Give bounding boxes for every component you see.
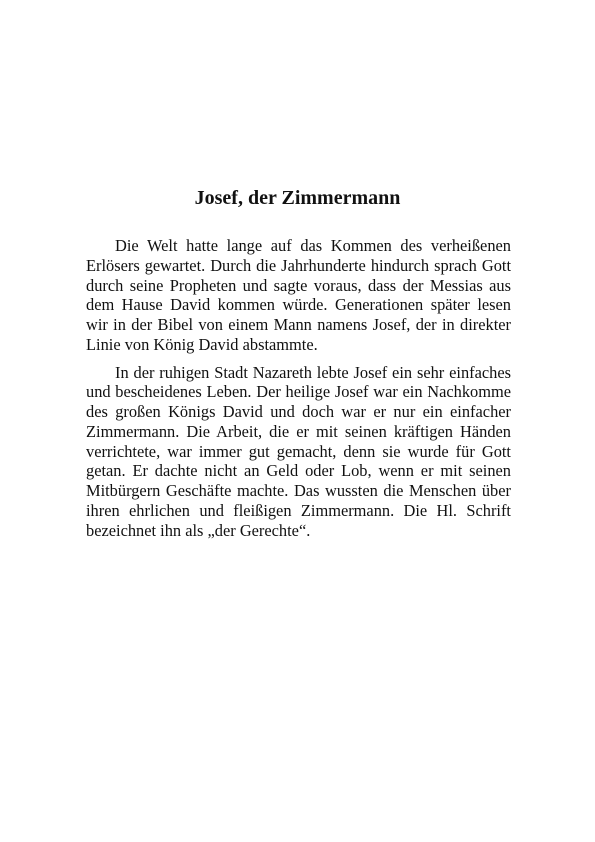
paragraph-2: In der ruhigen Stadt Nazareth lebte Josef ein sehr einfaches und bescheidenes Leben. Der heilige Josef war ein Nachkomme des großen Königs David und doch war er nur ein einfacher Zimmermann. Die Arbeit, die er mit seinen kräftigen Händen verrichtete, war immer gut gemacht, denn sie wurde für Gott getan. Er dachte nicht an Geld oder Lob, wenn er mit seinen Mitbürgern Geschäfte machte. Das wussten die Menschen über ihren ehrlichen und fleißigen Zimmermann. Die Hl. Schrift bezeichnet ihn als „der Gerechte“. <box>86 362 511 540</box>
paragraph-1: Die Welt hatte lange auf das Kommen des verheißenen Erlösers gewartet. Durch die Jahrhunderte hindurch sprach Gott durch seine Propheten und sagte voraus, dass der Messias aus dem Hause David kommen würde. Generationen später lesen wir in der Bibel von einem Mann namens Josef, der in direkter Linie von König David abstammte. <box>86 236 511 354</box>
body-text <box>86 236 511 540</box>
chapter-title: Josef, der Zimmermann <box>194 187 401 209</box>
